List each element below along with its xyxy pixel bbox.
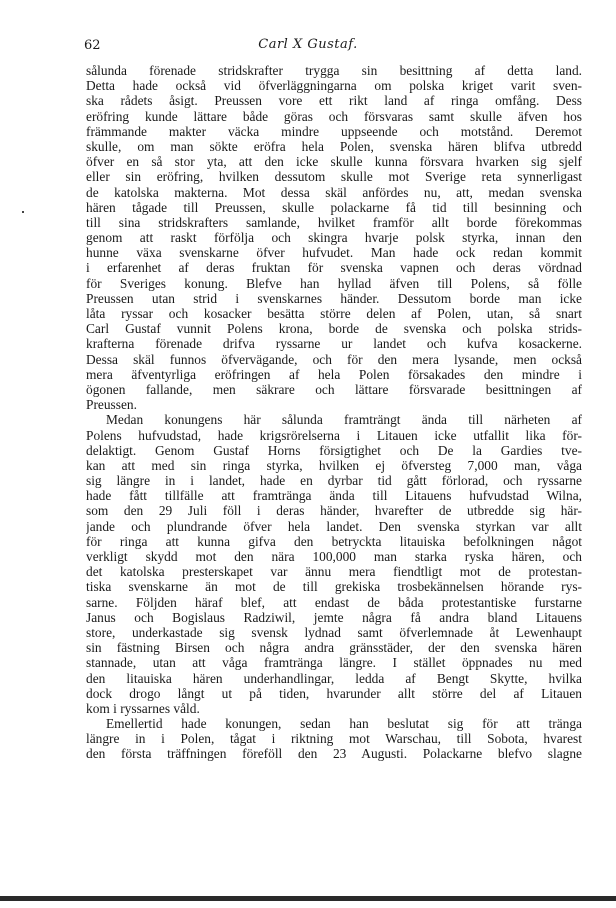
text-line: skulle, om man sökte eröfra hela Polen, svenska hären blifva utbredd [86, 138, 582, 154]
scan-speck [22, 211, 24, 213]
running-head: Carl X Gustaf. [258, 37, 358, 52]
text-line: den första träffningen föreföll den 23 Augusti. Polackarne blefvo slagne [86, 746, 582, 762]
text-line: sålunda förenade stridskrafter trygga sin besittning af detta land. [86, 63, 582, 78]
text-line: ska rådets åsigt. Preussen vore ett rikt land af ringa omfång. Dess [86, 93, 582, 109]
text-line: tiska svenskarne än mot de till grekiska trosbekännelsen hörande rys- [86, 579, 582, 595]
text-line: verkligt skydd mot den nära 100,000 man starka ryska hären, och [86, 549, 582, 564]
text-line: Dessa skäl funnos öfvervägande, och för den mera lysande, men också [86, 351, 582, 367]
text-line: som den 29 Juli föll i deras händer, hvarefter de utbredde sig här- [86, 503, 582, 519]
text-line: hunne växa svenskarne öfver hufvudet. Man hade ock redan kommit [86, 245, 582, 261]
text-line: Janus och Bogislaus Radziwil, jemte några få andra bland Litauens [86, 609, 582, 625]
page-number: 62 [84, 38, 101, 53]
text-line: kom i ryssarnes våld. [86, 700, 200, 716]
text-line: Carl Gustaf vunnit Polens krona, borde de svenska och polska strids- [86, 321, 582, 337]
text-line: delaktigt. Genom Gustaf Horns försigtighet och De la Gardies tve- [86, 442, 582, 458]
text-line: för ringa att kunna gifva den betryckta litauiska befolkningen något [86, 533, 582, 549]
text-line: Detta hade också vid öfverläggningarna om polska kriget varit sven- [86, 78, 582, 94]
text-line: Emellertid hade konungen, sedan han beslutat sig för att tränga [106, 716, 582, 732]
text-line: hade fått tillfälle att framtränga ända till Litauens hufvudstad Wilna, [86, 488, 582, 504]
text-line: Medan konungens här sålunda framträngt ända till närheten af [106, 412, 582, 428]
text-line: sin fästning Birsen och några andra gränsstäder, der den svenska hären [86, 640, 582, 656]
text-line: sarne. Följden häraf blef, att endast de båda protestantiske furstarne [86, 594, 582, 610]
text-line: sig längre in i landet, hade en dyrbar tid gått förlorad, och ryssarne [86, 473, 582, 489]
text-line: till sina stridskrafters samlande, hvilket framför allt borde förekommas [86, 214, 582, 230]
text-line: store, underkastade sig svensk lydnad samt öfverlemnade åt Lewenhaupt [86, 624, 582, 640]
text-line: Preussen. [86, 397, 137, 413]
text-line: mera äfventyrliga eröfringen af hela Polen försakades den mindre i [86, 366, 582, 382]
body-text [86, 63, 582, 762]
page-bottom-edge [0, 896, 616, 901]
text-line: öfver en så stor yta, att den icke skulle kunna försvara hvarken sig sjelf [86, 154, 582, 170]
text-line: främmande makter väcka mindre uppseende och motstånd. Deremot [86, 123, 582, 139]
text-line: för Sveriges konung. Blefve han hyllad äfven till Polens, så fölle [86, 275, 582, 291]
text-line: Polens hufvudstad, hade krigsrörelserna i Litauen icke utfallit lika för- [86, 427, 582, 443]
text-line: det katolska presterskapet var ännu mera fiendtligt mot de protestan- [86, 564, 582, 580]
text-line: jande och plundrande öfver hela landet. Den svenska styrkan var allt [86, 518, 582, 534]
text-line: eröfring kunde lättare både göras och försvaras samt skulle äfven hos [86, 108, 582, 124]
text-line: dock drogo långt ut på tiden, hvarunder allt större del af Litauen [86, 685, 582, 701]
text-line: eller sin eröfring, hvilken dessutom skulle mot Sverige reta synnerligast [86, 169, 582, 185]
text-line: hären tågade till Preussen, skulle polackarne få tid till besinning och [86, 199, 582, 215]
text-line: den litauiska hären underhandlingar, ledda af Bengt Skytte, hvilka [86, 670, 582, 686]
text-line: Preussen utan strid i svenskarnes händer. Dessutom borde man icke [86, 290, 582, 306]
text-line: låta ryssar och kosacker besätta större delen af Polen, utan, så snart [86, 306, 582, 321]
text-line: de katolska makterna. Mot dessa skäl anfördes nu, att, medan svenska [86, 184, 582, 200]
text-line: stannade, utan att våga framtränga längre. I stället öppnades nu med [86, 655, 582, 671]
text-line: kan att med sin ringa styrka, hvilken ej öfversteg 7,000 man, våga [86, 457, 582, 473]
text-line: genom att raskt förfölja och skingra hvarje polsk styrka, innan den [86, 230, 582, 246]
text-line: i erfarenhet af deras fruktan för svenska vapnen och deras vördnad [86, 260, 582, 276]
text-line: ögonen fallande, men säkrare och lättare försvarade besittningen af [86, 381, 582, 397]
text-line: längre in i Polen, tågat i riktning mot Warschau, till Sobota, hvarest [86, 731, 582, 747]
text-line: krafterna förenade drifva ryssarne ur landet och kufva kosackerne. [86, 336, 582, 352]
